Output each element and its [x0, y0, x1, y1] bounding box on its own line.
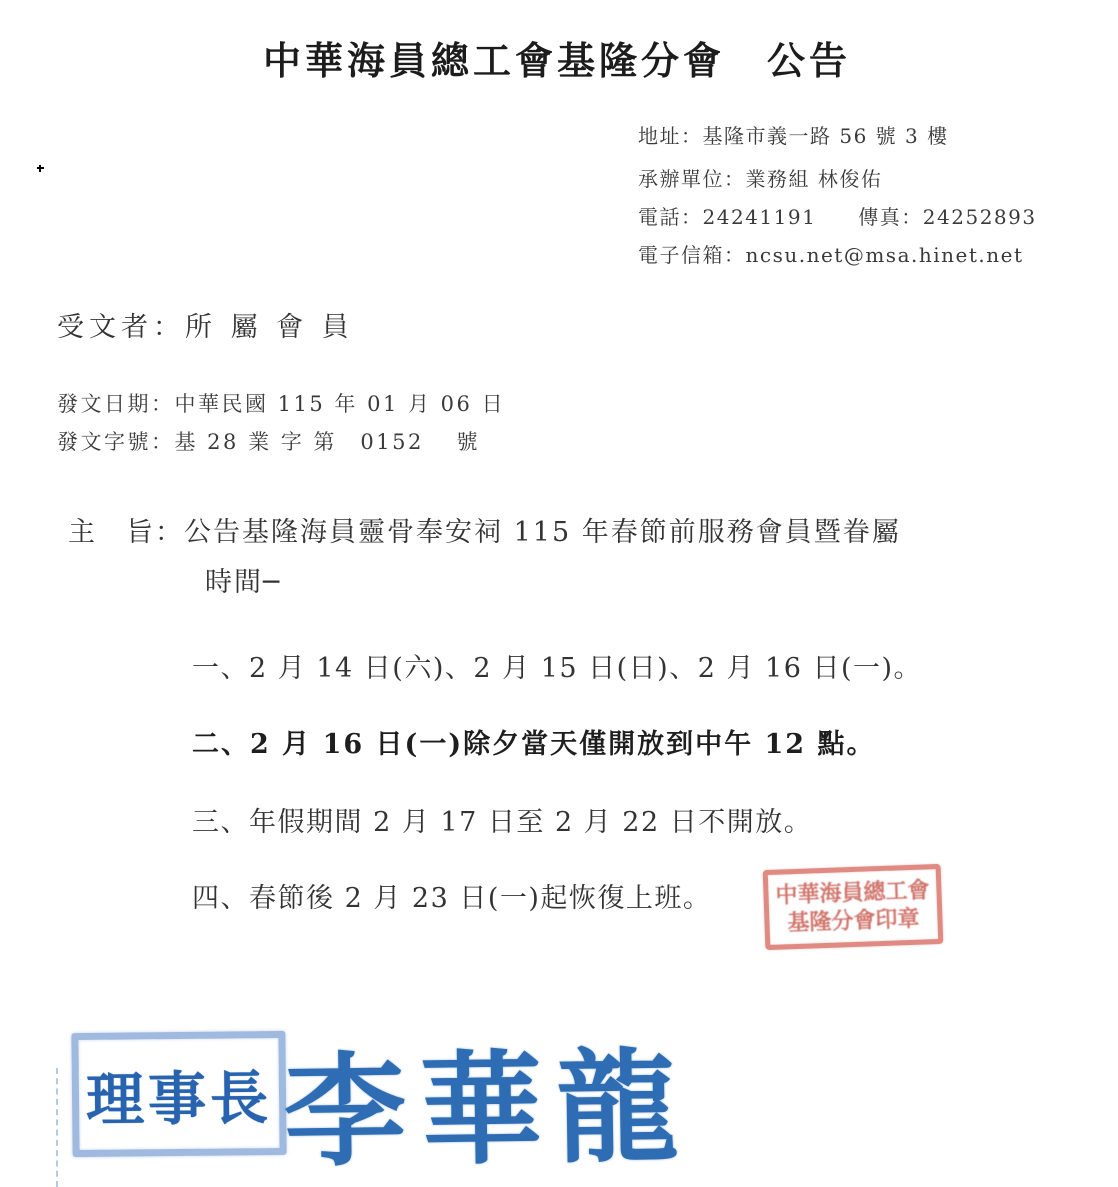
- ink-speck-mark: [37, 165, 44, 172]
- list-item-2: 二、2 月 16 日(一)除夕當天僅開放到中午 12 點。: [192, 729, 876, 760]
- list-item-4: 四、春節後 2 月 23 日(一)起恢復上班。: [192, 883, 712, 914]
- contact-address: 地址：基隆市義一路 56 號 3 樓: [638, 124, 949, 148]
- chairman-name-signature-stamp: 李華龍: [283, 1034, 694, 1184]
- contact-fax: 傳真：24252893: [858, 205, 1037, 229]
- subject-line-1: 主 旨：公告基隆海員靈骨奉安祠 115 年春節前服務會員暨眷屬: [68, 517, 901, 548]
- chairman-title-stamp-box: [71, 1031, 286, 1157]
- recipient-line: 受文者：所 屬 會 員: [57, 312, 354, 343]
- list-item-1: 一、2 月 14 日(六)、2 月 15 日(日)、2 月 16 日(一)。: [192, 653, 923, 684]
- list-item-3: 三、年假期間 2 月 17 日至 2 月 22 日不開放。: [192, 807, 813, 838]
- scan-edge-line: [56, 1068, 58, 1187]
- contact-phone-fax: [638, 201, 1037, 230]
- seal-text-row-2: 基隆分會印章: [787, 905, 920, 937]
- document-title: 中華海員總工會基隆分會 公告: [263, 38, 852, 83]
- contact-phone: 電話：24241191: [638, 205, 817, 229]
- contact-email: 電子信箱：ncsu.net@msa.hinet.net: [638, 243, 1024, 267]
- seal-text-row-1: 中華海員總工會: [775, 877, 930, 909]
- official-seal-stamp: [763, 864, 944, 950]
- issue-date-line: 發文日期：中華民國 115 年 01 月 06 日: [57, 392, 506, 416]
- subject-line-2: 時間─: [205, 567, 282, 598]
- chairman-title-stamp: 理事長: [85, 1064, 273, 1134]
- contact-handler: 承辦單位：業務組 林俊佑: [638, 167, 883, 191]
- ref-number-line: 發文字號：基 28 業 字 第 0152 號: [57, 430, 481, 454]
